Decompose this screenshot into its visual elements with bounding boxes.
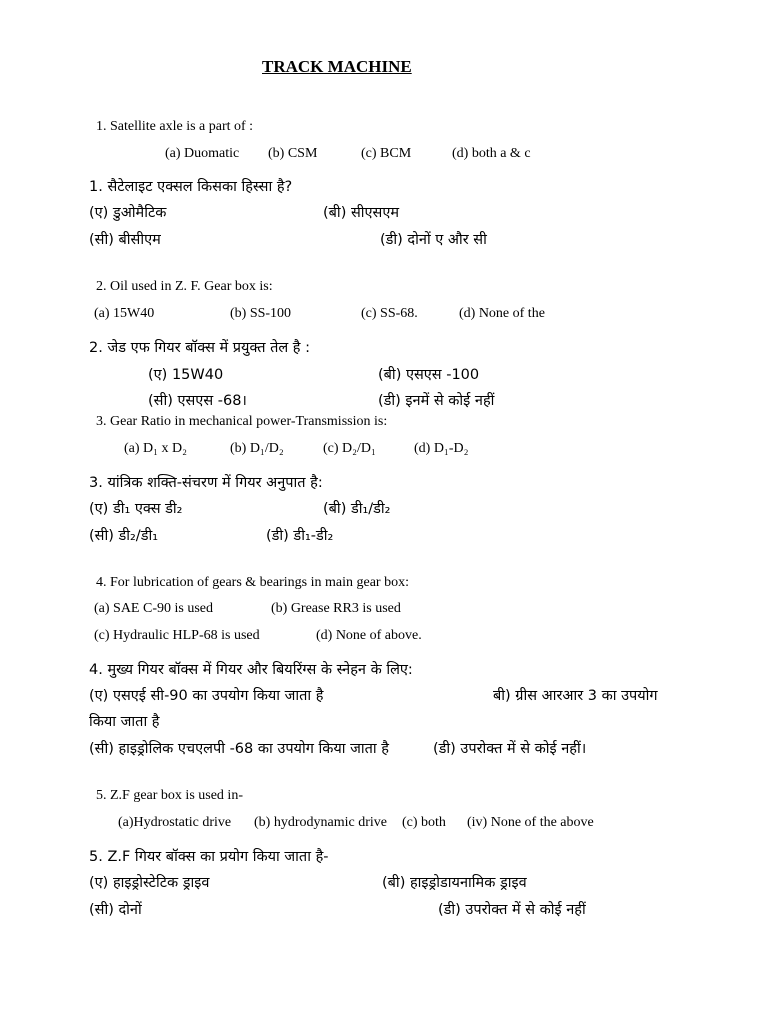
q2-hindi-option-a: (ए) 15W40 — [148, 367, 224, 383]
q4-hindi-option-b-continued: किया जाता है — [89, 714, 160, 730]
q3-hindi-option-c: (सी) डी₂/डी₁ — [89, 528, 159, 544]
q1-hindi-option-c: (सी) बीसीएम — [89, 232, 161, 248]
q1-hindi-text: 1. सैटेलाइट एक्सल किसका हिस्सा है? — [89, 179, 293, 195]
q5-hindi-option-c: (सी) दोनों — [89, 902, 142, 918]
q3-hindi-option-a: (ए) डी₁ एक्स डी₂ — [89, 501, 183, 517]
q2-hindi-text: 2. जेड एफ गियर बॉक्स में प्रयुक्त तेल है : — [89, 340, 310, 356]
q1-option-b: (b) CSM — [268, 146, 318, 161]
q3-english-text: 3. Gear Ratio in mechanical power-Transmission is: — [96, 414, 388, 429]
q4-option-c: (c) Hydraulic HLP-68 is used — [94, 628, 260, 643]
q2-option-b: (b) SS-100 — [230, 306, 292, 321]
q5-option-d: (iv) None of the above — [467, 815, 594, 830]
q2-hindi-option-b: (बी) एसएस -100 — [378, 367, 480, 383]
q5-option-c: (c) both — [402, 815, 446, 830]
q4-hindi-option-d: (डी) उपरोक्त में से कोई नहीं। — [433, 741, 587, 757]
q3-option-b: (b) D₁/D₂ — [230, 441, 284, 456]
q4-hindi-option-a: (ए) एसएई सी-90 का उपयोग किया जाता है — [89, 688, 324, 704]
q1-hindi-option-b: (बी) सीएसएम — [323, 205, 400, 221]
page-title: TRACK MACHINE — [262, 57, 412, 76]
q4-option-b: (b) Grease RR3 is used — [271, 601, 401, 616]
q1-option-c: (c) BCM — [361, 146, 412, 161]
q3-hindi-option-d: (डी) डी₁-डी₂ — [266, 528, 334, 544]
q5-english-text: 5. Z.F gear box is used in- — [96, 788, 243, 803]
q4-english-text: 4. For lubrication of gears & bearings in main gear box: — [96, 575, 409, 590]
q3-hindi-text: 3. यांत्रिक शक्ति-संचरण में गियर अनुपात है: — [89, 475, 323, 491]
q1-english-text: 1. Satellite axle is a part of : — [96, 119, 254, 134]
q5-hindi-text: 5. Z.F गियर बॉक्स का प्रयोग किया जाता है- — [89, 849, 329, 865]
q2-english-text: 2. Oil used in Z. F. Gear box is: — [96, 279, 273, 294]
q4-option-d: (d) None of above. — [316, 628, 422, 643]
q5-option-a: (a)Hydrostatic drive — [118, 815, 232, 830]
q1-hindi-option-a: (ए) डुओमैटिक — [89, 205, 167, 221]
q1-hindi-option-d: (डी) दोनों ए और सी — [380, 232, 487, 248]
q3-hindi-option-b: (बी) डी₁/डी₂ — [323, 501, 391, 517]
q5-option-b: (b) hydrodynamic drive — [254, 815, 387, 830]
q2-option-a: (a) 15W40 — [94, 306, 155, 321]
q1-option-d: (d) both a & c — [452, 146, 531, 161]
q4-hindi-option-c: (सी) हाइड्रोलिक एचएलपी -68 का उपयोग किया जाता है — [89, 741, 389, 757]
q5-hindi-option-a: (ए) हाइड्रोस्टेटिक ड्राइव — [89, 875, 210, 891]
q2-option-c: (c) SS-68. — [361, 306, 418, 321]
q3-option-c: (c) D₂/D₁ — [323, 441, 376, 456]
q4-option-a: (a) SAE C-90 is used — [94, 601, 213, 616]
q5-hindi-option-d: (डी) उपरोक्त में से कोई नहीं — [438, 902, 586, 918]
q1-option-a: (a) Duomatic — [165, 146, 240, 161]
q4-hindi-text: 4. मुख्य गियर बॉक्स में गियर और बियरिंग्स के स्नेहन के लिए: — [89, 662, 413, 678]
q5-hindi-option-b: (बी) हाइड्रोडायनामिक ड्राइव — [382, 875, 527, 891]
q2-option-d: (d) None of the — [459, 306, 545, 321]
q3-option-a: (a) D₁ x D₂ — [124, 441, 188, 456]
q4-hindi-option-b: बी) ग्रीस आरआर 3 का उपयोग — [493, 688, 658, 704]
q2-hindi-option-d: (डी) इनमें से कोई नहीं — [378, 393, 495, 409]
q2-hindi-option-c: (सी) एसएस -68। — [148, 393, 247, 409]
q3-option-d: (d) D₁-D₂ — [414, 441, 469, 456]
